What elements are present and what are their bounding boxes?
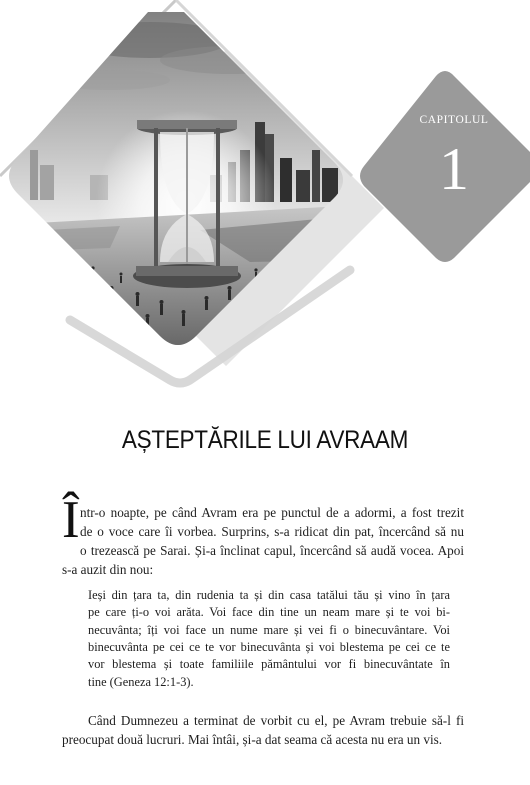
chapter-label: CAPITOLUL [419,114,489,126]
drop-cap: Î [62,491,80,549]
intro-line-1: ntr-o noapte, pe când Avram era pe punctul de a adormi, a fost trezit [80,505,464,520]
intro-line-3: o trezească pe Sarai. Și-a înclinat capul, încercând să audă vocea. Apoi [80,543,464,558]
closing-line-1: Când Dumnezeu a terminat de vorbit cu el, pe Avram trebuie să-l fi [88,713,464,728]
chapter-number: 1 [439,136,469,202]
intro-line-4: s-a auzit din nou: [62,562,154,577]
chapter-title: AȘTEPTĂRILE LUI AVRAAM [121,426,409,454]
quote-line-5: vor blestema și toate familiile pământului vor fi binecuvântate în [88,657,450,671]
quote-line-1: Ieși din țara ta, din rudenia ta și din casa tatălui tău și vino în țara [88,588,450,602]
intro-line-2: de o voce care îi vorbea. Surprins, s-a ridicat din pat, încercând să nu [80,524,464,539]
quote-line-2: pe care ți-o voi arăta. Voi face din tine un neam mare și te voi bi- [88,605,450,619]
quote-line-3: necuvânta; îți voi face un nume mare și vei fi o binecuvântare. Voi [88,623,450,637]
closing-line-2: preocupat două lucruri. Mai întâi, și-a dat seama că acesta nu era un vis. [62,732,443,747]
quote-line-4: binecuvânta pe cei ce te vor binecuvânta și voi blestema pe cei ce te [88,640,450,654]
hourglass-city-photo [0,0,360,360]
quote-line-6: tine (Geneza 12:1-3). [88,675,194,689]
